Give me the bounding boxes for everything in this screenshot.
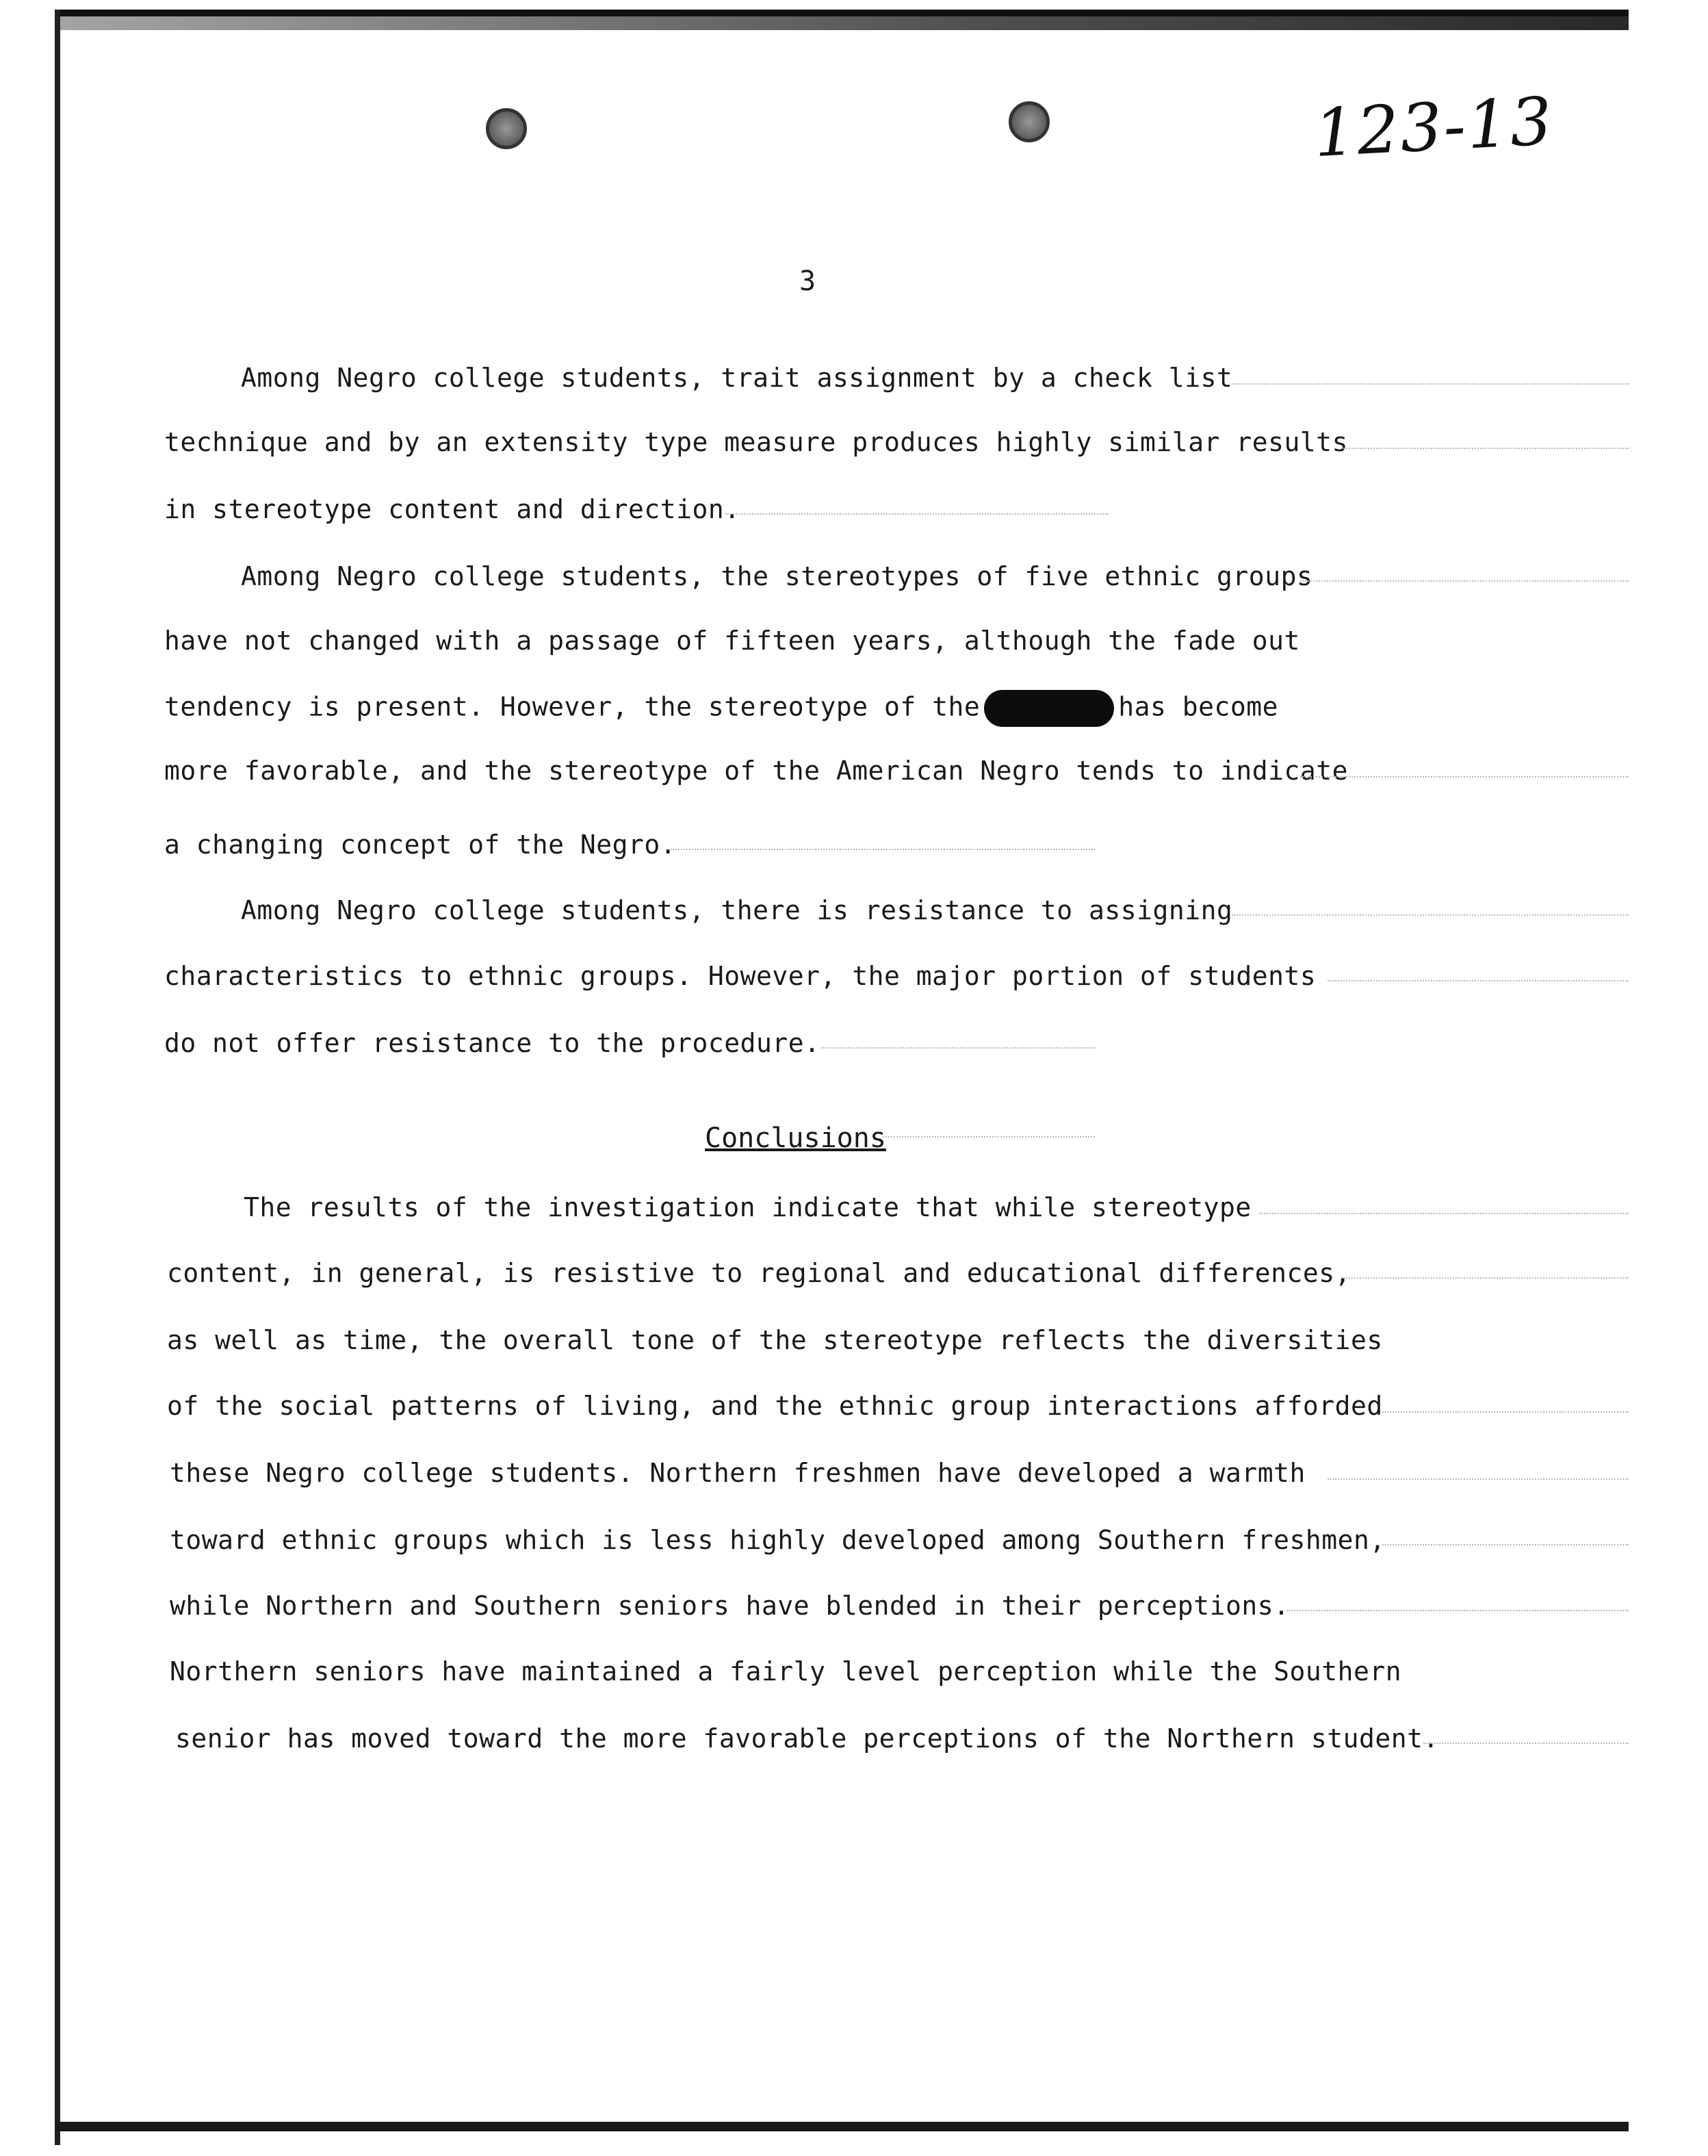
redaction-mark — [984, 690, 1114, 727]
scan-artifact-rule — [671, 849, 1095, 850]
scan-artifact-rule — [1232, 914, 1629, 916]
scan-artifact-rule — [1341, 448, 1629, 449]
scan-artifact-rule — [1300, 776, 1629, 778]
page-number: 3 — [799, 266, 816, 297]
conclusions-line-6: toward ethnic groups which is less highly developed among Southern freshmen, — [170, 1525, 1386, 1555]
paragraph-2-line-5: a changing concept of the Negro. — [164, 830, 677, 860]
scan-artifact-rule — [1328, 980, 1629, 981]
conclusions-line-7: while Northern and Southern seniors have blended in their perceptions. — [170, 1591, 1290, 1621]
conclusions-line-4: of the social patterns of living, and the ethnic group interactions afforded — [167, 1391, 1383, 1421]
scan-artifact-rule — [1341, 1277, 1629, 1279]
scan-artifact-rule — [1232, 383, 1629, 385]
scan-artifact-rule — [1382, 1544, 1629, 1545]
paragraph-3-line-2: characteristics to ethnic groups. However, the major portion of students — [164, 961, 1317, 991]
paragraph-3-line-1: Among Negro college students, there is resistance to assigning — [241, 895, 1233, 925]
paragraph-2-line-1: Among Negro college students, the stereotypes of five ethnic groups — [241, 561, 1313, 591]
handwritten-annotation: 123-13 — [1312, 82, 1555, 172]
paragraph-1-line-1: Among Negro college students, trait assignment by a check list — [241, 363, 1233, 393]
conclusions-line-3: as well as time, the overall tone of the stereotype reflects the diversities — [167, 1325, 1383, 1355]
punch-hole-right — [1009, 101, 1050, 142]
scan-artifact-rule — [821, 1047, 1095, 1049]
conclusions-line-5: these Negro college students. Northern freshmen have developed a warmth — [170, 1458, 1306, 1488]
scan-artifact-rule — [1423, 1743, 1629, 1744]
conclusions-heading: Conclusions — [705, 1122, 886, 1154]
conclusions-line-1: The results of the investigation indicate that while stereotype — [244, 1192, 1252, 1222]
scan-artifact-rule — [1328, 1478, 1629, 1480]
paragraph-2-line-3-start: tendency is present. However, the stereotype of the — [164, 691, 981, 722]
conclusions-line-8: Northern seniors have maintained a fairly level perception while the Southern — [170, 1656, 1402, 1686]
paragraph-2-line-2: have not changed with a passage of fifteen years, although the fade out — [164, 626, 1300, 656]
scan-artifact-rule — [1382, 1411, 1629, 1413]
scan-artifact-rule — [883, 1136, 1095, 1138]
paragraph-1-line-2: technique and by an extensity type measure produces highly similar results — [164, 427, 1348, 457]
scan-edge-left — [55, 10, 60, 2145]
paragraph-2-line-4: more favorable, and the stereotype of the American Negro tends to indicate — [164, 756, 1348, 786]
paragraph-3-line-3: do not offer resistance to the procedure. — [164, 1028, 820, 1058]
paragraph-1-line-3: in stereotype content and direction. — [164, 494, 740, 524]
punch-hole-left — [486, 108, 527, 149]
scan-artifact-rule — [1259, 1213, 1629, 1214]
scan-artifact-rule — [725, 513, 1109, 515]
scan-edge-bottom — [55, 2122, 1629, 2131]
scan-artifact-rule — [1286, 1610, 1629, 1611]
conclusions-line-2: content, in general, is resistive to regional and educational differences, — [167, 1258, 1351, 1288]
scan-edge-top-bar — [55, 10, 1629, 16]
conclusions-line-9: senior has moved toward the more favorable perceptions of the Northern student. — [175, 1723, 1439, 1754]
paragraph-2-line-3 — [164, 690, 1278, 727]
scan-artifact-rule — [1300, 580, 1629, 582]
paragraph-2-line-3-end: has become — [1118, 691, 1279, 722]
